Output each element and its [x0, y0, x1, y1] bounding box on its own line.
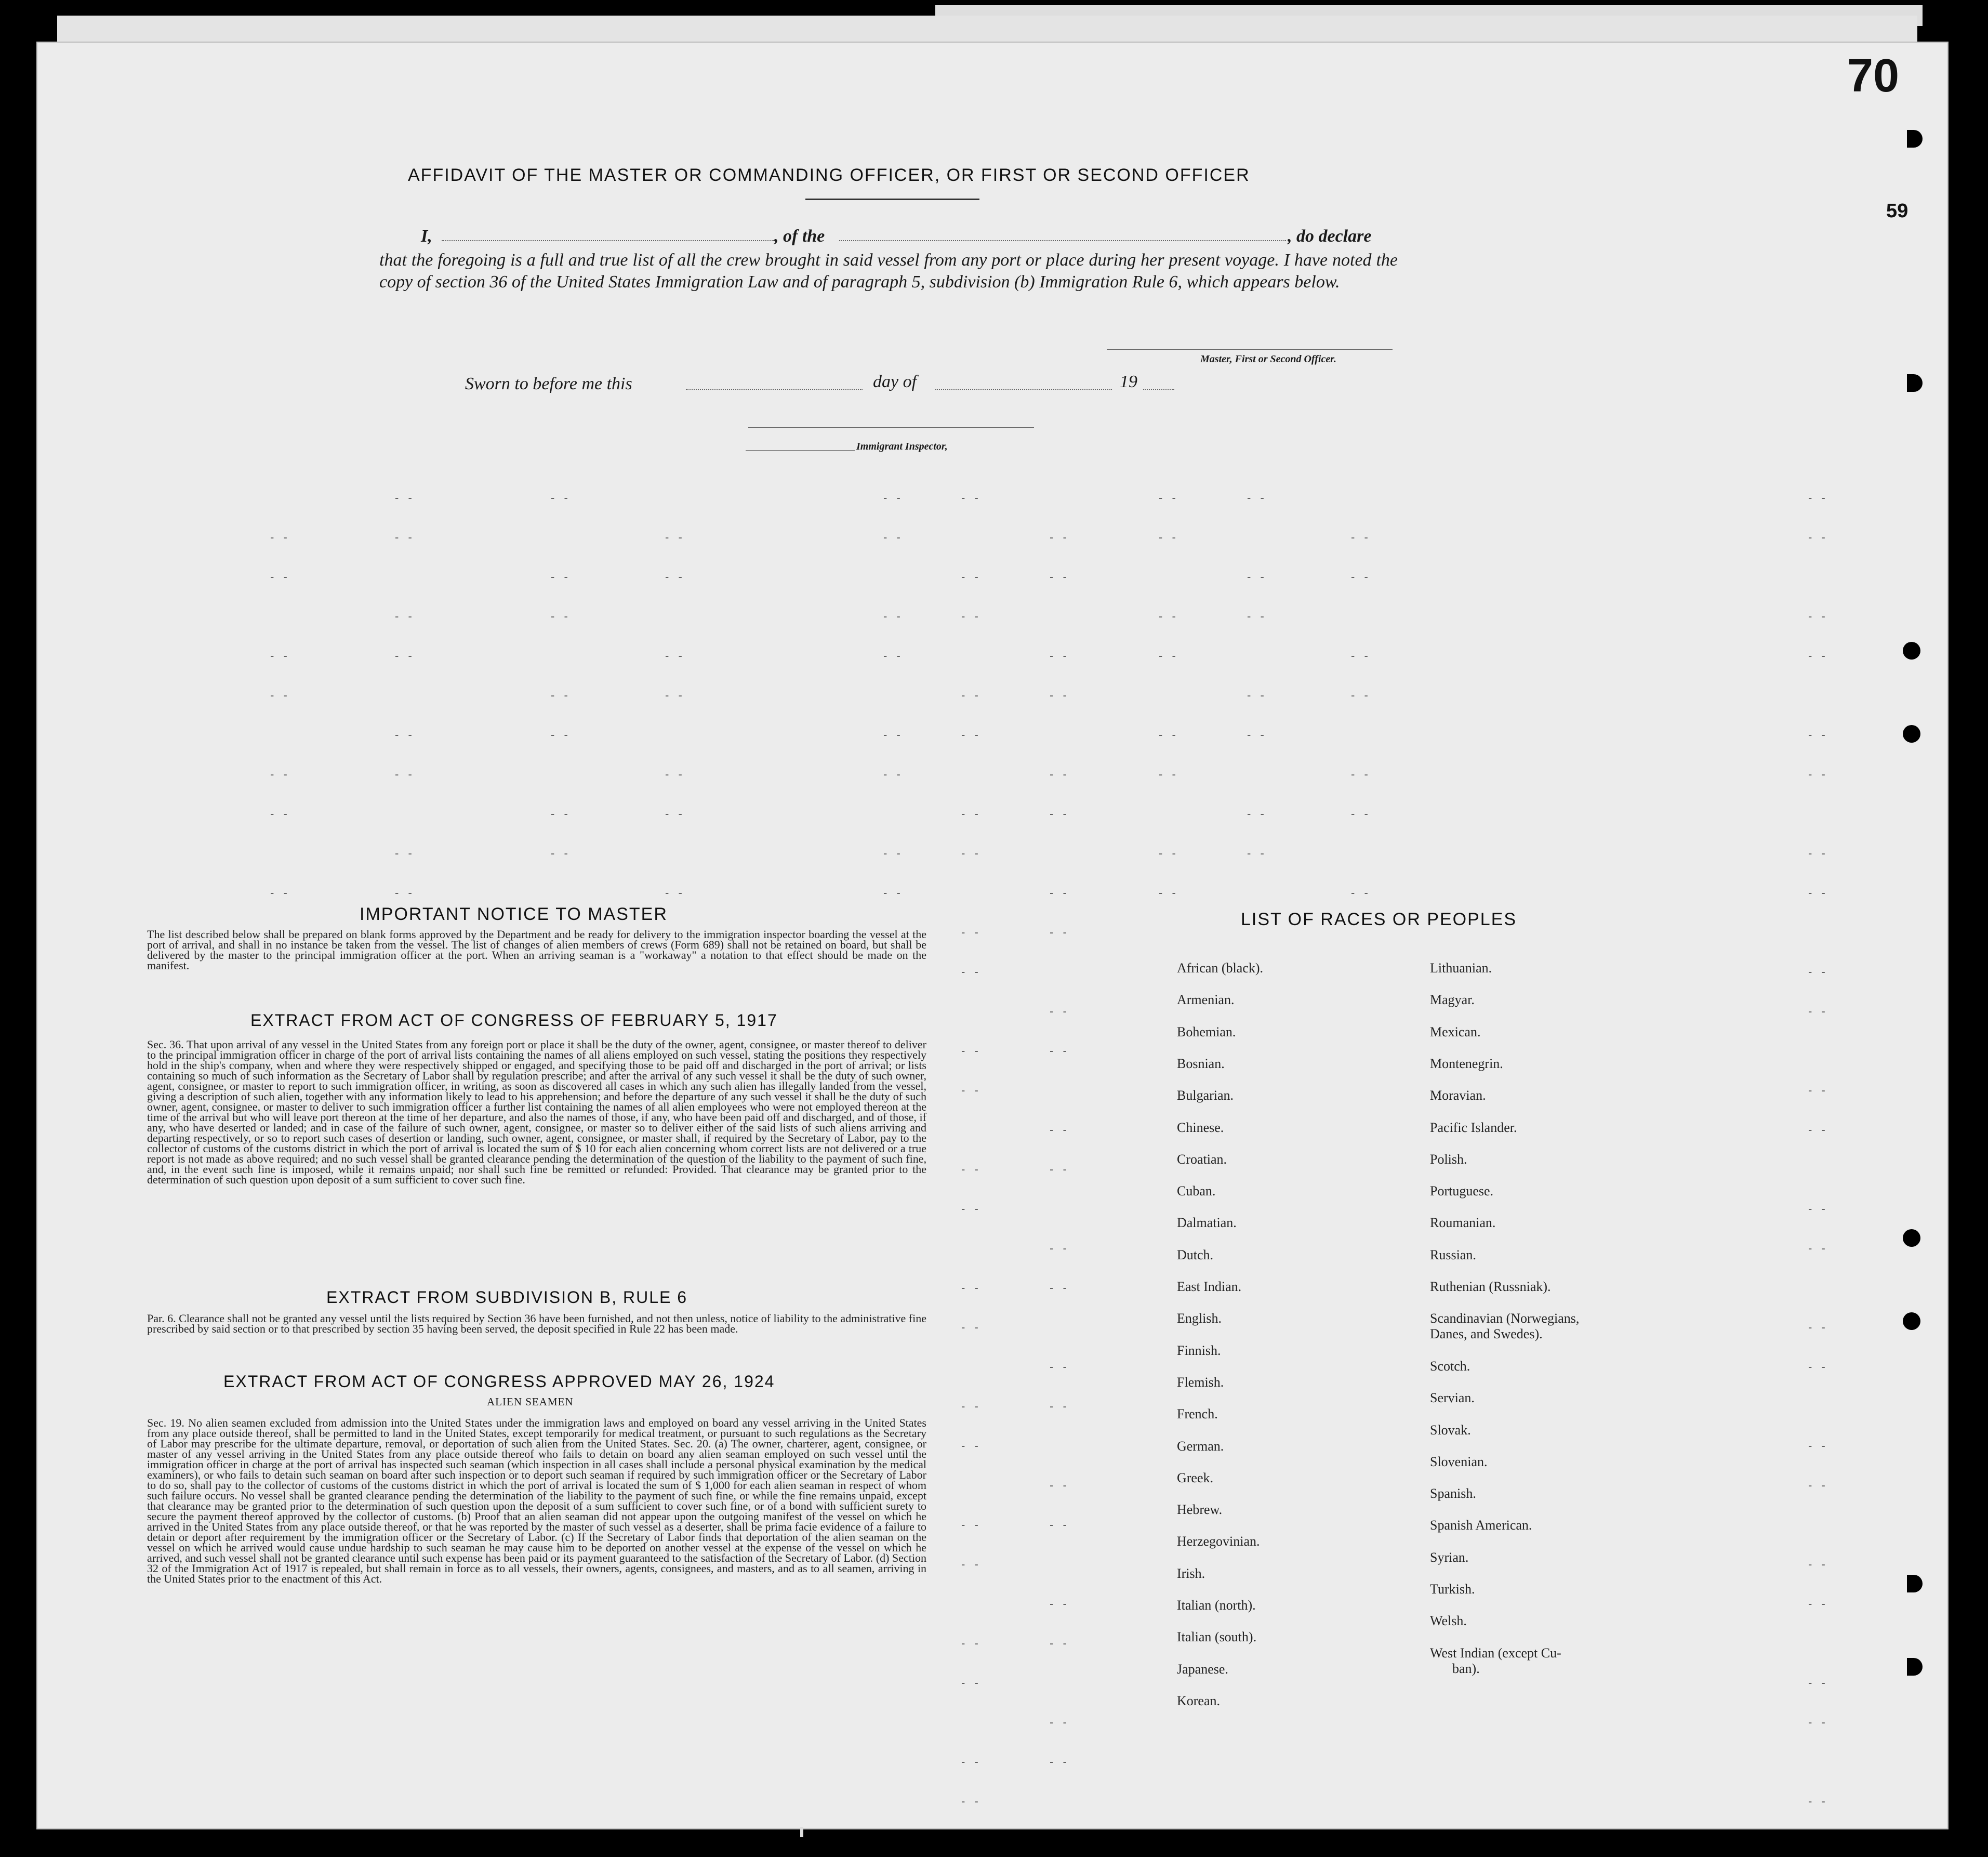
faint-dash: - -	[961, 1518, 982, 1531]
faint-dash: - -	[1808, 1242, 1828, 1255]
faint-dash: - -	[551, 728, 571, 741]
race-item: East Indian.	[1177, 1279, 1242, 1294]
faint-dash: - -	[961, 1281, 982, 1294]
year-label: 19	[1120, 372, 1137, 391]
race-item: Moravian.	[1430, 1088, 1486, 1103]
faint-dash: - -	[1808, 1439, 1828, 1452]
race-item: Scotch.	[1430, 1358, 1470, 1374]
faint-dash: - -	[551, 847, 571, 860]
race-item: Portuguese.	[1430, 1183, 1494, 1199]
race-item: French.	[1177, 1406, 1218, 1422]
faint-dash: - -	[1808, 1676, 1828, 1689]
sworn-label: Sworn to before me this	[465, 374, 632, 393]
faint-dash: - -	[1351, 886, 1371, 899]
faint-dash: - -	[1159, 610, 1179, 623]
faint-dash: - -	[883, 491, 904, 504]
race-item: Bosnian.	[1177, 1056, 1225, 1071]
faint-dash: - -	[665, 531, 685, 544]
faint-dash: - -	[1050, 1400, 1070, 1413]
rule6-text: Par. 6. Clearance shall not be granted any vessel until the lists required by Section 36 have been furnished, and not then unless, notice of liability to the administrative fine prescribed by said section or to that prescribed by section 35 having been served, the deposit specified in Rule 22 has been made.	[147, 1312, 926, 1335]
faint-dash: - -	[961, 689, 982, 702]
faint-dash: - -	[883, 847, 904, 860]
faint-dash: - -	[1351, 689, 1371, 702]
affidavit-i: I,	[421, 227, 432, 246]
notice-text: The list described below shall be prepared on blank forms approved by the Department and be ready for delivery to the immigration inspector boarding the vessel at the port of arrival, and shall in no instance be taken from the vessel. The list of changes of alien members of crews (Form 689) shall not be retained on board, but shall be delivered by the master to the principal immigration officer at the port. When an arriving seaman is a "workaway" a notation to that effect should be made on the manifest.	[147, 928, 926, 972]
faint-dash: - -	[1247, 570, 1267, 583]
faint-dash: - -	[551, 570, 571, 583]
race-item: Turkish.	[1430, 1582, 1475, 1597]
race-item: West Indian (except Cu-	[1430, 1645, 1561, 1661]
faint-dash: - -	[551, 610, 571, 623]
faint-dash: - -	[1050, 1123, 1070, 1136]
faint-dash: - -	[395, 491, 415, 504]
faint-dash: - -	[961, 1084, 982, 1097]
faint-dash: - -	[1808, 1202, 1828, 1215]
faint-dash: - -	[665, 570, 685, 583]
faint-dash: - -	[1351, 570, 1371, 583]
faint-dash: - -	[1050, 1597, 1070, 1610]
faint-dash: - -	[961, 491, 982, 504]
faint-dash: - -	[1050, 768, 1070, 781]
inspector-line-top	[748, 427, 1034, 428]
extract-1917-title: EXTRACT FROM ACT OF CONGRESS OF FEBRUARY 5, 1917	[250, 1011, 778, 1030]
faint-dash: - -	[883, 728, 904, 741]
faint-dash: - -	[883, 886, 904, 899]
faint-dash: - -	[1050, 1044, 1070, 1057]
faint-dash: - -	[665, 689, 685, 702]
faint-dash: - -	[1050, 570, 1070, 583]
race-item: Japanese.	[1177, 1661, 1228, 1677]
faint-dash: - -	[1159, 491, 1179, 504]
faint-dash: - -	[1808, 1084, 1828, 1097]
faint-dash: - -	[961, 1044, 982, 1057]
race-item: African (black).	[1177, 960, 1264, 976]
faint-dash: - -	[1247, 807, 1267, 820]
faint-dash: - -	[1808, 1005, 1828, 1018]
faint-dash: - -	[1808, 1795, 1828, 1808]
race-item: Ruthenian (Russniak).	[1430, 1279, 1551, 1294]
faint-dash: - -	[395, 531, 415, 544]
faint-dash: - -	[1808, 1123, 1828, 1136]
faint-dash: - -	[961, 1321, 982, 1334]
faint-dash: - -	[1351, 768, 1371, 781]
race-item: ban).	[1452, 1661, 1480, 1676]
race-item: Dutch.	[1177, 1247, 1214, 1262]
race-item: Slovenian.	[1430, 1454, 1488, 1469]
faint-dash: - -	[1159, 649, 1179, 662]
race-item: Spanish American.	[1430, 1518, 1532, 1533]
faint-dash: - -	[1247, 610, 1267, 623]
race-item: Slovak.	[1430, 1422, 1471, 1438]
faint-dash: - -	[1808, 649, 1828, 662]
title-underline	[805, 199, 979, 200]
race-item: Magyar.	[1430, 992, 1475, 1008]
faint-dash: - -	[1050, 1716, 1070, 1729]
side-number-mark: 59	[1886, 200, 1909, 222]
bottom-tab-mark	[800, 1827, 803, 1837]
affidavit-title: AFFIDAVIT OF THE MASTER OR COMMANDING OFFICER, OR FIRST OR SECOND OFFICER	[408, 165, 1250, 185]
race-item: Servian.	[1430, 1390, 1475, 1406]
race-item: Hebrew.	[1177, 1502, 1223, 1518]
race-item: Herzegovinian.	[1177, 1534, 1260, 1549]
faint-dash: - -	[395, 847, 415, 860]
faint-dash: - -	[1159, 886, 1179, 899]
faint-dash: - -	[1050, 886, 1070, 899]
faint-dash: - -	[1808, 610, 1828, 623]
faint-dash: - -	[395, 728, 415, 741]
race-item: Welsh.	[1430, 1613, 1467, 1629]
race-item: Italian (north).	[1177, 1598, 1256, 1613]
race-item: Montenegrin.	[1430, 1056, 1503, 1071]
day-blank[interactable]	[686, 389, 863, 390]
faint-dash: - -	[1050, 1005, 1070, 1018]
faint-dash: - -	[961, 1755, 982, 1768]
faint-dash: - -	[270, 768, 290, 781]
faint-dash: - -	[1050, 531, 1070, 544]
faint-dash: - -	[1808, 491, 1828, 504]
extract-1924-subtitle: ALIEN SEAMEN	[487, 1395, 574, 1408]
faint-dash: - -	[395, 886, 415, 899]
faint-dash: - -	[1808, 965, 1828, 978]
faint-dash: - -	[665, 886, 685, 899]
faint-dash: - -	[1247, 847, 1267, 860]
master-signature-line[interactable]	[1107, 349, 1393, 350]
extract-1917-text: Sec. 36. That upon arrival of any vessel in the United States from any foreign port or place it shall be the duty of the owner, agent, consignee, or master thereof to deliver to the principal immigration officer in charge of the port of arrival lists containing the names of all aliens employed on such vessel, stating the positions they respectively hold in the ship's company, when and where they were respectively shipped or engaged, and specifying those to be paid off and discharged in the port of arrival; or lists containing so much of such information as the Secretary of Labor shall by regulation prescribe; and after the arrival of any such vessel it shall be the duty of such owner, agent, consignee, or master to report to such immigration officer, in writing, as soon as discovered all cases in which any such alien has illegally landed from the vessel, giving a description of such alien, together with any information likely to lead to his apprehension; and before the departure of any such vessel it shall be the duty of such owner, agent, consignee, or master to deliver to such immigration officer a further list containing the names of all alien employees who were not employed thereon at the time of the arrival but who will leave port thereon at the time of her departure, and also the names of those, if any, who have been paid off and discharged, and of those, if any, who have deserted or landed; and in case of the failure of such owner, agent, consignee, or master so to deliver either of the said lists of such aliens arriving and departing respectively, or so to report such cases of desertion or landing, such owner, agent, consignee, or master shall, if required by the Secretary of Labor, pay to the collector of customs of the customs district in which the port of arrival is located the sum of $ 10 for each alien concerning whom correct lists are not delivered or a true report is not made as above required; and no such vessel shall be granted clearance pending the determination of the question of the liability to the payment of such fine, and, in the event such fine is imposed, while it remains unpaid; nor shall such fine be remitted or refunded: Provided. That clearance may be granted prior to the determination of such question upon deposit of a sum sufficient to cover such fine.	[147, 1038, 926, 1186]
extract-1924-text: Sec. 19. No alien seamen excluded from admission into the United States under the immigration laws and employed on board any vessel arriving in the United States from any place outside thereof, shall be permitted to land in the United States, except temporarily for medical treatment, or pursuant to such regulations as the Secretary of Labor may prescribe for the ultimate departure, removal, or deportation of such alien from the United States. Sec. 20. (a) The owner, charterer, agent, consignee, or master of any vessel arriving in the United States from any place outside thereof who fails to detain on board any alien seaman employed on such vessel until the immigration officer in charge at the port of arrival has inspected such seaman (which inspection in all cases shall include a personal physical examination by the medical examiners), or who fails to detain such seaman on board after such inspection or to deport such seaman if required by such immigration officer or the Secretary of Labor to do so, shall pay to the collector of customs of the customs district in which the port of arrival is located the sum of $ 1,000 for each alien seaman in respect of whom such failure occurs. No vessel shall be granted clearance pending the determination of the liability to the payment of such fine, or while the fine remains unpaid, except that clearance may be granted prior to the determination of such question upon the deposit of a sum sufficient to cover such fine, or of a bond with sufficient surety to secure the payment thereof approved by the collector of customs. (b) Proof that an alien seaman did not appear upon the outgoing manifest of the vessel on which he arrived in the United States from any place outside thereof, or that he was reported by the master of such vessel as a deserter, shall be prima facie evidence of a failure to detain or deport after requirement by the immigration officer or the Secretary of Labor. (c) If the Secretary of Labor finds that deportation of the alien seaman on the vessel on which he arrived would cause undue hardship to such seaman he may cause him to be deported on another vessel at the expense of the vessel on which he arrived, and such vessel shall not be granted clearance until such expense has been paid or its payment guaranteed to the satisfaction of the Secretary of Labor. (d) Section 32 of the Immigration Act of 1917 is repealed, but shall remain in force as to all vessels, their owners, agents, consignees, and masters, and as to all seamen, arriving in the United States prior to the enactment of this Act.	[147, 1416, 926, 1585]
punch-hole	[1903, 1312, 1920, 1330]
faint-dash: - -	[1808, 1597, 1828, 1610]
faint-dash: - -	[961, 1202, 982, 1215]
faint-dash: - -	[1808, 1360, 1828, 1373]
faint-dash: - -	[961, 1795, 982, 1808]
faint-dash: - -	[1351, 649, 1371, 662]
faint-dash: - -	[1050, 1242, 1070, 1255]
faint-dash: - -	[551, 491, 571, 504]
page-number-mark: 70	[1847, 50, 1900, 102]
faint-dash: - -	[1050, 1518, 1070, 1531]
faint-dash: - -	[961, 847, 982, 860]
faint-dash: - -	[961, 728, 982, 741]
race-item: Irish.	[1177, 1565, 1205, 1581]
race-item: Pacific Islander.	[1430, 1120, 1517, 1135]
race-item: Flemish.	[1177, 1374, 1224, 1390]
faint-dash: - -	[395, 768, 415, 781]
faint-dash: - -	[1050, 1755, 1070, 1768]
race-item: Bulgarian.	[1177, 1088, 1234, 1103]
faint-dash: - -	[1808, 1321, 1828, 1334]
faint-dash: - -	[1159, 728, 1179, 741]
faint-dash: - -	[270, 570, 290, 583]
faint-dash: - -	[883, 531, 904, 544]
faint-dash: - -	[961, 1676, 982, 1689]
day-of-label: day of	[873, 372, 917, 391]
faint-dash: - -	[1159, 531, 1179, 544]
races-title: LIST OF RACES OR PEOPLES	[1241, 910, 1517, 929]
month-blank[interactable]	[935, 389, 1112, 390]
faint-dash: - -	[1050, 1281, 1070, 1294]
race-item: Greek.	[1177, 1470, 1214, 1485]
faint-dash: - -	[1808, 768, 1828, 781]
faint-dash: - -	[1050, 1479, 1070, 1492]
faint-dash: - -	[961, 807, 982, 820]
race-item: Finnish.	[1177, 1342, 1221, 1358]
race-item: Polish.	[1430, 1151, 1467, 1167]
race-item: Mexican.	[1430, 1024, 1481, 1039]
faint-dash: - -	[551, 689, 571, 702]
affidavit-of-the: , of the	[774, 227, 825, 246]
faint-dash: - -	[1050, 1360, 1070, 1373]
race-item: Bohemian.	[1177, 1024, 1236, 1039]
faint-dash: - -	[1050, 807, 1070, 820]
faint-dash: - -	[1808, 1479, 1828, 1492]
rule6-title: EXTRACT FROM SUBDIVISION B, RULE 6	[326, 1288, 688, 1307]
faint-dash: - -	[665, 807, 685, 820]
faint-dash: - -	[961, 1637, 982, 1650]
affidavit-body: that the foregoing is a full and true list of all the crew brought in said vessel from any port or place during her present voyage. I have noted the copy of section 36 of the United States Immigration Law and of paragraph 5, subdivision (b) Immigration Rule 6, which appears below.	[379, 251, 1398, 292]
faint-dash: - -	[270, 649, 290, 662]
inspector-signature-line[interactable]	[746, 450, 855, 451]
faint-dash: - -	[1247, 491, 1267, 504]
faint-dash: - -	[1808, 1716, 1828, 1729]
faint-dash: - -	[961, 1558, 982, 1571]
notice-title: IMPORTANT NOTICE TO MASTER	[360, 904, 668, 924]
faint-dash: - -	[1159, 768, 1179, 781]
punch-hole	[1903, 725, 1920, 743]
race-item: Danes, and Swedes).	[1430, 1326, 1543, 1342]
race-item: Chinese.	[1177, 1120, 1224, 1135]
race-item: Russian.	[1430, 1247, 1476, 1262]
faint-dash: - -	[270, 807, 290, 820]
faint-dash: - -	[1159, 847, 1179, 860]
punch-hole	[1903, 642, 1920, 660]
race-item: Syrian.	[1430, 1549, 1469, 1565]
race-item: Dalmatian.	[1177, 1215, 1237, 1231]
faint-dash: - -	[1808, 728, 1828, 741]
faint-dash: - -	[1808, 847, 1828, 860]
race-item: Croatian.	[1177, 1151, 1227, 1167]
faint-dash: - -	[961, 610, 982, 623]
faint-dash: - -	[1808, 1558, 1828, 1571]
race-item: Scandinavian (Norwegians,	[1430, 1311, 1580, 1326]
race-item: Korean.	[1177, 1693, 1221, 1708]
faint-dash: - -	[1050, 1163, 1070, 1176]
race-item: Spanish.	[1430, 1486, 1476, 1502]
master-signature-caption: Master, First or Second Officer.	[1200, 353, 1336, 365]
faint-dash: - -	[961, 1400, 982, 1413]
faint-dash: - -	[883, 610, 904, 623]
faint-dash: - -	[665, 768, 685, 781]
faint-dash: - -	[551, 807, 571, 820]
faint-dash: - -	[395, 649, 415, 662]
extract-1924-title: EXTRACT FROM ACT OF CONGRESS APPROVED MAY 26, 1924	[223, 1372, 775, 1391]
faint-dash: - -	[1050, 649, 1070, 662]
vessel-blank[interactable]	[839, 240, 1286, 241]
faint-dash: - -	[883, 649, 904, 662]
faint-dash: - -	[1247, 689, 1267, 702]
faint-dash: - -	[1808, 886, 1828, 899]
faint-dash: - -	[1351, 807, 1371, 820]
faint-dash: - -	[1050, 689, 1070, 702]
faint-dash: - -	[395, 610, 415, 623]
faint-dash: - -	[1351, 531, 1371, 544]
faint-dash: - -	[961, 926, 982, 939]
name-blank[interactable]	[442, 240, 774, 241]
punch-hole	[1903, 1229, 1920, 1247]
faint-dash: - -	[1050, 1637, 1070, 1650]
faint-dash: - -	[883, 768, 904, 781]
year-blank[interactable]	[1143, 389, 1174, 390]
race-item: German.	[1177, 1438, 1224, 1454]
race-item: English.	[1177, 1311, 1222, 1326]
faint-dash: - -	[270, 689, 290, 702]
faint-dash: - -	[270, 886, 290, 899]
faint-dash: - -	[961, 1163, 982, 1176]
race-item: Cuban.	[1177, 1183, 1216, 1199]
faint-dash: - -	[1050, 926, 1070, 939]
faint-dash: - -	[665, 649, 685, 662]
faint-dash: - -	[1247, 728, 1267, 741]
race-item: Lithuanian.	[1430, 960, 1492, 976]
faint-dash: - -	[961, 965, 982, 978]
affidavit-declare: , do declare	[1288, 227, 1372, 246]
faint-dash: - -	[1808, 531, 1828, 544]
race-item: Armenian.	[1177, 992, 1235, 1008]
faint-dash: - -	[961, 1439, 982, 1452]
faint-dash: - -	[961, 570, 982, 583]
race-item: Italian (south).	[1177, 1629, 1257, 1645]
faint-dash: - -	[270, 531, 290, 544]
race-item: Roumanian.	[1430, 1215, 1496, 1231]
inspector-caption: Immigrant Inspector,	[856, 441, 948, 452]
